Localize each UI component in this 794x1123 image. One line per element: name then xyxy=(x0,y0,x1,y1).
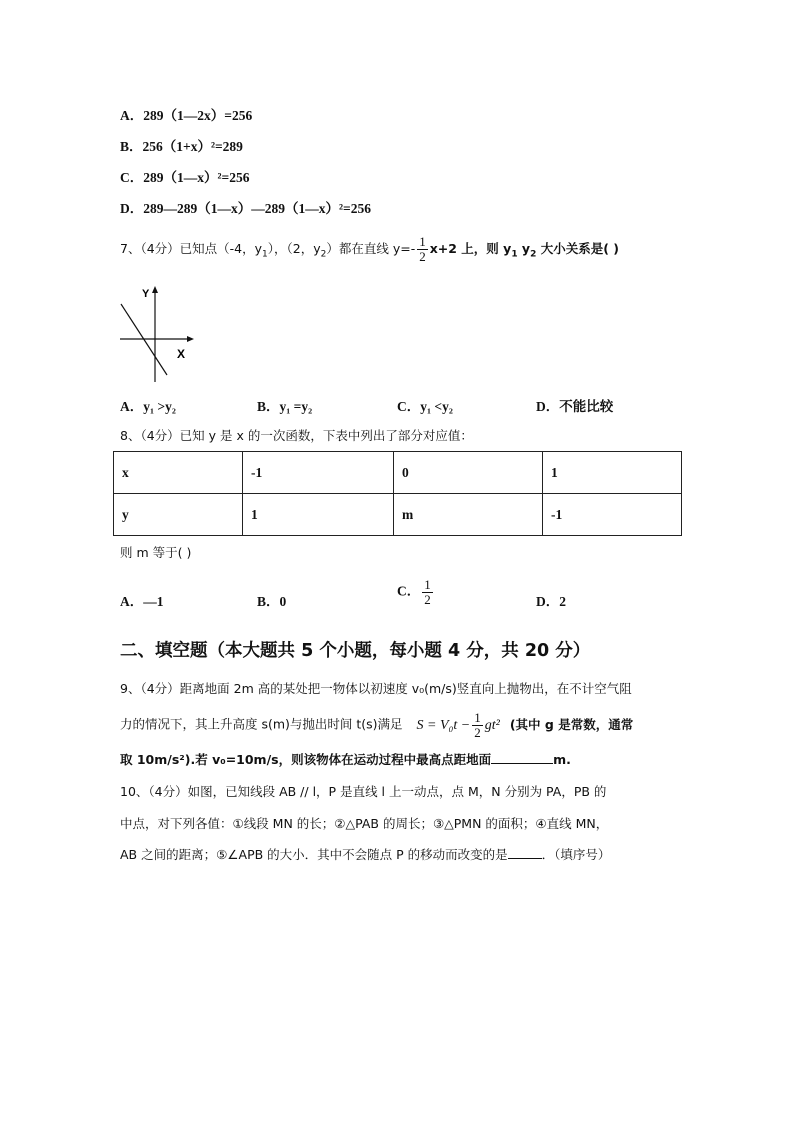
q7-option-a: A．y₁ >y₂ xyxy=(120,399,176,414)
table-row xyxy=(114,452,682,494)
section-title: 二、填空题（本大题共 5 个小题，每小题 4 分，共 20 分） xyxy=(120,641,591,661)
q8-option-d: D．2 xyxy=(536,594,566,609)
y-axis-label: Y xyxy=(142,288,150,300)
q10-line1: 10、（4分）如图，已知线段 AB // l，P 是直线 l 上一动点，点 M，N 分别为 PA，PB 的 xyxy=(120,784,607,799)
answer-blank[interactable] xyxy=(508,858,542,859)
q7-option-b: B．y₁ =y₂ xyxy=(257,399,313,414)
q9-line3: 取 10m/s²).若 v₀=10m/s，则该物体在运动过程中最高点距地面 m. xyxy=(120,752,571,767)
q7-fraction: $\frac{1}{2}$ xyxy=(419,234,426,264)
q10-line3: AB 之间的距离；⑤∠APB 的大小．其中不会随点 P 的移动而改变的是 ．（填序号） xyxy=(120,847,611,862)
q6-option-a: A．289（1—2x）=256 xyxy=(120,108,253,123)
q8-c-fraction: $\frac{1}{2}$ xyxy=(424,577,431,607)
q9-line2: 力的情况下，其上升高度 s(m)与抛出时间 t(s)满足 S = V₀t − $\frac{1}{2}$ gt² (其中 g 是常数，通常 xyxy=(120,710,634,740)
table-cell: 0 xyxy=(394,452,543,494)
q8-option-a: A．—1 xyxy=(120,594,164,609)
x-axis-label: X xyxy=(177,347,186,361)
table-cell: m xyxy=(394,494,543,536)
table-row xyxy=(114,494,682,536)
table-cell: y xyxy=(114,494,243,536)
q10-line2: 中点，对下列各值：①线段 MN 的长；②△PAB 的周长；③△PMN 的面积；④直线 MN， xyxy=(120,816,609,831)
q7-graph xyxy=(110,282,200,387)
q8-option-b: B．0 xyxy=(257,594,287,609)
q8-stem: 8、（4分）已知 y 是 x 的一次函数，下表中列出了部分对应值： xyxy=(120,428,473,443)
q6-option-c: C．289（1—x）²=256 xyxy=(120,170,250,185)
q7-option-d: D．不能比较 xyxy=(536,399,614,414)
q6-option-b: B．256（1+x）²=289 xyxy=(120,139,243,154)
q8-after: 则 m 等于( ) xyxy=(120,545,192,560)
table-cell: 1 xyxy=(243,494,394,536)
answer-blank[interactable] xyxy=(491,763,553,764)
q8-option-c: C． $\frac{1}{2}$ xyxy=(397,577,431,607)
q9-line1: 9、（4分）距离地面 2m 高的某处把一物体以初速度 v₀(m/s)竖直向上抛物出，在不计空气阻 xyxy=(120,681,632,696)
q6-option-d: D．289—289（1—x）—289（1—x）²=256 xyxy=(120,201,371,216)
table-cell: x xyxy=(114,452,243,494)
q9-formula: S = V₀t − $\frac{1}{2}$ gt² xyxy=(416,710,500,740)
x-arrow-icon xyxy=(187,336,194,342)
table-cell: -1 xyxy=(543,494,682,536)
value-table xyxy=(113,451,682,536)
y-arrow-icon xyxy=(152,286,158,293)
table-cell: 1 xyxy=(543,452,682,494)
table-cell: -1 xyxy=(243,452,394,494)
q7-option-c: C．y₁ <y₂ xyxy=(397,399,453,414)
q7-stem: 7、（4分）已知点（-4，$y_1$），（2，$y_2$）都在直线 y=- $\frac{1}{2}$ x+2 上，则 $y_1$ $y_2$ 大小关系是( ) xyxy=(120,234,619,264)
